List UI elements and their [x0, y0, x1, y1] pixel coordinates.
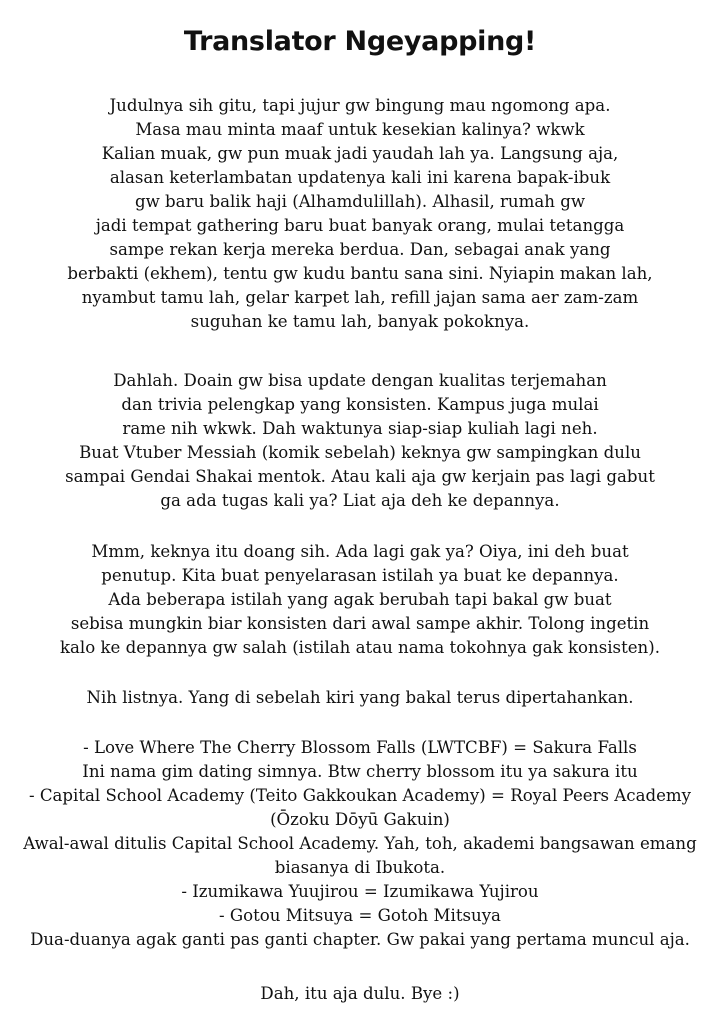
term-line: - Capital School Academy (Teito Gakkoukan Academy) = Royal Peers Academy — [28, 786, 692, 805]
term-line: - Gotou Mitsuya = Gotoh Mitsuya — [219, 906, 501, 925]
paragraph-3-line: Ada beberapa istilah yang agak berubah tapi bakal gw buat — [108, 590, 612, 609]
paragraph-1-line: gw baru balik haji (Alhamdulillah). Alhasil, rumah gw — [134, 192, 586, 211]
paragraph-1-line: alasan keterlambatan updatenya kali ini karena bapak-ibuk — [109, 168, 611, 187]
paragraph-3-line: penutup. Kita buat penyelarasan istilah ya buat ke depannya. — [101, 566, 619, 585]
paragraph-2-line: sampai Gendai Shakai mentok. Atau kali aja gw kerjain pas lagi gabut — [65, 467, 655, 486]
paragraph-1-line: sampe rekan kerja mereka berdua. Dan, sebagai anak yang — [109, 240, 611, 259]
term-line: Awal-awal ditulis Capital School Academy. Yah, toh, akademi bangsawan emang — [23, 834, 697, 853]
paragraph-1-line: Judulnya sih gitu, tapi jujur gw bingung mau ngomong apa. — [109, 96, 611, 115]
paragraph-1-line: berbakti (ekhem), tentu gw kudu bantu sana sini. Nyiapin makan lah, — [67, 264, 653, 283]
term-line: - Love Where The Cherry Blossom Falls (LWTCBF) = Sakura Falls — [83, 738, 637, 757]
term-line: Ini nama gim dating simnya. Btw cherry blossom itu ya sakura itu — [82, 762, 638, 781]
term-line: Dua-duanya agak ganti pas ganti chapter. Gw pakai yang pertama muncul aja. — [30, 930, 690, 949]
paragraph-1-line: jadi tempat gathering baru buat banyak orang, mulai tetangga — [95, 216, 625, 235]
paragraph-1-line: suguhan ke tamu lah, banyak pokoknya. — [190, 312, 530, 331]
paragraph-1-line: nyambut tamu lah, gelar karpet lah, refill jajan sama aer zam-zam — [81, 288, 639, 307]
paragraph-4-line: Nih listnya. Yang di sebelah kiri yang bakal terus dipertahankan. — [86, 688, 634, 707]
paragraph-2-line: rame nih wkwk. Dah waktunya siap-siap kuliah lagi neh. — [122, 419, 598, 438]
paragraph-1-line: Kalian muak, gw pun muak jadi yaudah lah ya. Langsung aja, — [101, 144, 619, 163]
paragraph-2-line: Buat Vtuber Messiah (komik sebelah) keknya gw sampingkan dulu — [79, 443, 641, 462]
closing-line: Dah, itu aja dulu. Bye :) — [260, 984, 460, 1003]
paragraph-1-line: Masa mau minta maaf untuk kesekian kalinya? wkwk — [135, 120, 585, 139]
term-line: biasanya di Ibukota. — [274, 858, 446, 877]
paragraph-2-line: dan trivia pelengkap yang konsisten. Kampus juga mulai — [121, 395, 599, 414]
term-line: (Ōzoku Dōyū Gakuin) — [270, 810, 450, 829]
page-title: Translator Ngeyapping! — [183, 26, 537, 57]
term-line: - Izumikawa Yuujirou = Izumikawa Yujirou — [181, 882, 539, 901]
paragraph-3-line: kalo ke depannya gw salah (istilah atau nama tokohnya gak konsisten). — [59, 638, 660, 657]
paragraph-2-line: Dahlah. Doain gw bisa update dengan kualitas terjemahan — [113, 371, 607, 390]
paragraph-2-line: ga ada tugas kali ya? Liat aja deh ke depannya. — [160, 491, 560, 510]
paragraph-3-line: Mmm, keknya itu doang sih. Ada lagi gak ya? Oiya, ini deh buat — [91, 542, 629, 561]
paragraph-3-line: sebisa mungkin biar konsisten dari awal sampe akhir. Tolong ingetin — [70, 614, 650, 633]
